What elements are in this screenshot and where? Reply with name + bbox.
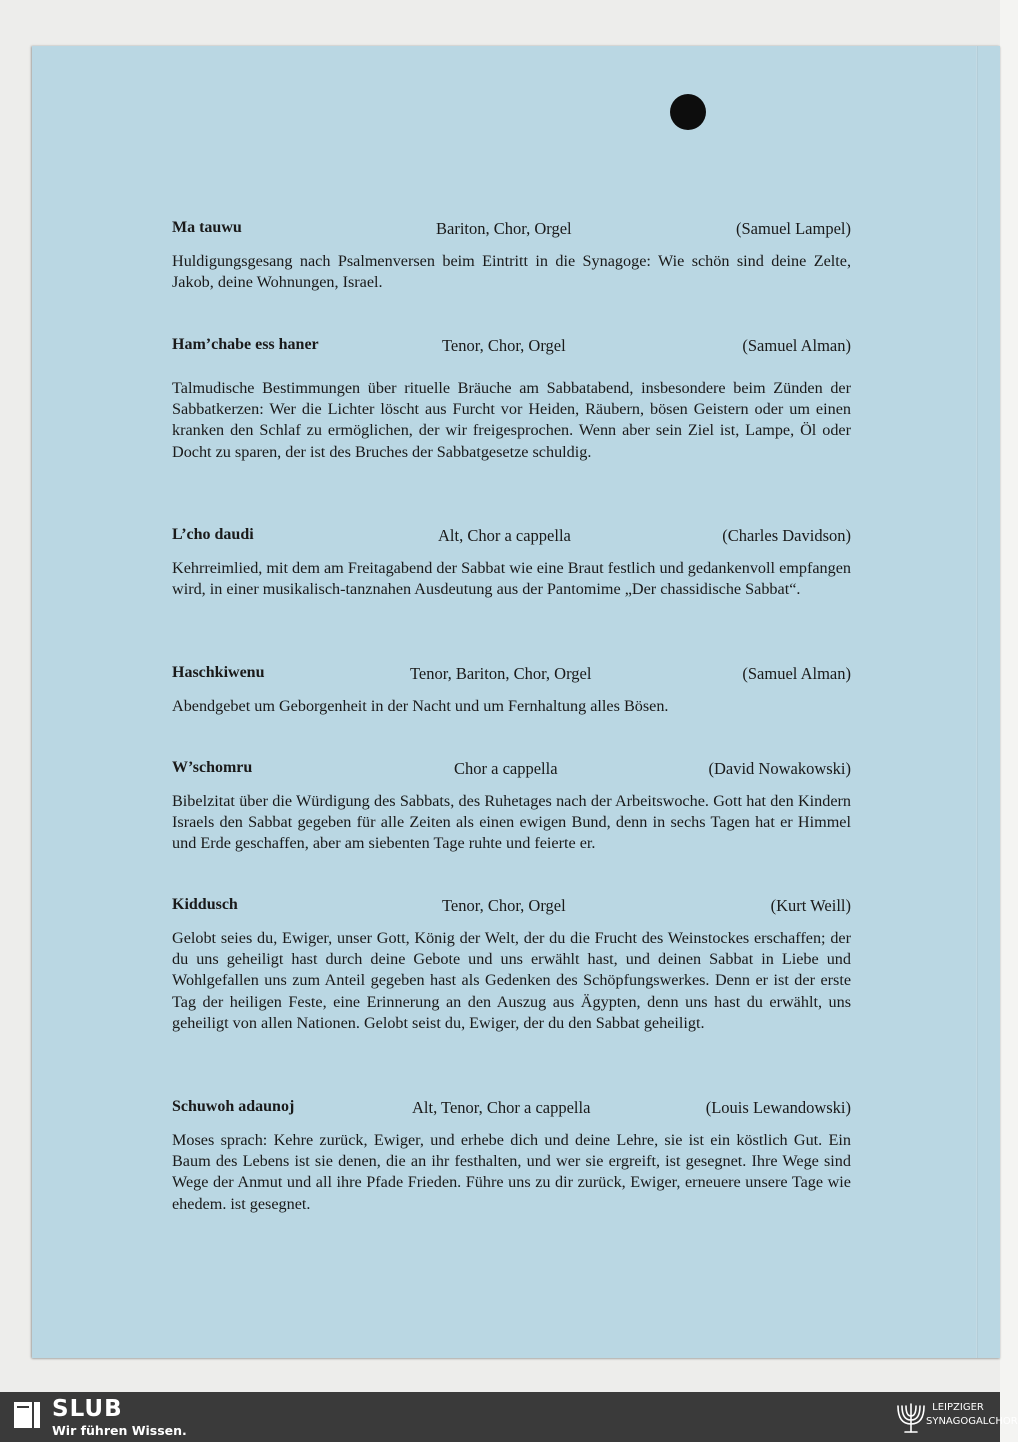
menorah-icon: [896, 1398, 926, 1436]
piece-title: Kiddusch: [172, 896, 238, 913]
program-entry: [172, 219, 851, 293]
piece-voices: Bariton, Chor, Orgel: [436, 219, 572, 238]
entry-header: [172, 336, 851, 360]
piece-composer: (Charles Davidson): [722, 526, 851, 545]
library-tagline: Wir führen Wissen.: [52, 1423, 187, 1438]
book-icon: [12, 1400, 42, 1430]
piece-voices: Chor a cappella: [454, 759, 558, 778]
piece-composer: (Samuel Alman): [742, 664, 851, 683]
piece-title: W’schomru: [172, 759, 253, 776]
program-entry: [172, 1098, 851, 1215]
piece-description: Gelobt seies du, Ewiger, unser Gott, König der Welt, der du die Frucht des Weinstockes erschaffen; der du uns geheiligt hast durch deine Gebote und uns erwählt hast, und deinen Sabbat in Liebe und Wohlgefallen uns zum Anteil gegeben hast als Gedenken des Schöpfungswerkes. Denn er ist der erste Tag der heiligen Feste, eine Erinnerung an den Auszug aus Ägypten, denn uns hast du erwählt, uns geheiligt von allen Nationen. Gelobt seist du, Ewiger, der du den Sabbat geheiligt.: [172, 929, 851, 1032]
piece-description: Moses sprach: Kehre zurück, Ewiger, und erhebe dich und deine Lehre, sie ist ein köstlich Gut. Ein Baum des Lebens ist sie denen, die an ihr festhalten, und wer sie ergreift, ist gesegnet. Ihre Wege sind Wege der Anmut und all ihre Pfade Frieden. Führe uns zu dir zurück, Ewiger, erneuere unsere Tage wie ehedem. ist gesegnet.: [172, 1131, 851, 1213]
piece-voices: Alt, Chor a cappella: [438, 526, 571, 545]
piece-title: Haschkiwenu: [172, 664, 265, 681]
program-sheet: [32, 46, 1000, 1358]
piece-voices: Alt, Tenor, Chor a cappella: [412, 1098, 591, 1117]
choir-name-line2: SYNAGOGALCHOR: [926, 1416, 1018, 1427]
piece-composer: (Samuel Alman): [742, 336, 851, 355]
choir-name-line1: LEIPZIGER: [932, 1402, 984, 1413]
piece-description: Abendgebet um Geborgenheit in der Nacht und um Fernhaltung alles Bösen.: [172, 697, 669, 715]
program-entry: [172, 896, 851, 1034]
punch-hole: [670, 94, 706, 130]
piece-description: Bibelzitat über die Würdigung des Sabbats, des Ruhetages nach der Arbeitswoche. Gott hat den Kindern Israels den Sabbat gegeben für alle Zeiten als einen ewigen Bund, denn in sechs Tagen hat er Himmel und Erde geschaffen, aber am siebenten Tage ruhte und feierte er.: [172, 792, 851, 853]
piece-composer: (David Nowakowski): [708, 759, 851, 778]
piece-voices: Tenor, Chor, Orgel: [442, 336, 566, 355]
piece-description: Huldigungsgesang nach Psalmenversen beim Eintritt in die Synagoge: Wie schön sind deine Zelte, Jakob, deine Wohnungen, Israel.: [172, 252, 851, 292]
piece-title: Ham’chabe ess haner: [172, 336, 319, 353]
entry-header: [172, 664, 851, 688]
piece-composer: (Samuel Lampel): [735, 219, 851, 238]
footer-bar: [0, 1392, 1018, 1442]
piece-title: L’cho daudi: [172, 526, 254, 543]
program-entry: [172, 336, 851, 463]
entry-header: [172, 1098, 851, 1122]
piece-voices: Tenor, Bariton, Chor, Orgel: [410, 664, 592, 683]
piece-composer: (Kurt Weill): [770, 896, 851, 915]
piece-description: Kehrreimlied, mit dem am Freitagabend der Sabbat wie eine Braut festlich und gedankenvoll empfangen wird, in einer musikalisch-tanznahen Ausdeutung aus der Pantomime „Der chassidische Sabbat“.: [172, 559, 851, 599]
piece-description: Talmudische Bestimmungen über rituelle Bräuche am Sabbatabend, insbesondere beim Zünden der Sabbatkerzen: Wer die Lichter löscht aus Furcht vor Heiden, Räubern, bösen Geistern oder um einen kranken den Schlaf zu ermöglichen, der wir freigesprochen. Wenn aber sein Ziel ist, Lampe, Öl oder Docht zu sparen, der ist des Bruches der Sabbatgesetze schuldig.: [172, 379, 851, 461]
entry-header: [172, 896, 851, 920]
piece-voices: Tenor, Chor, Orgel: [442, 896, 566, 915]
piece-title: Ma tauwu: [172, 219, 242, 236]
entry-header: [172, 526, 851, 550]
entry-header: [172, 219, 851, 243]
paper-fold: [976, 46, 978, 1358]
library-name: SLUB: [52, 1396, 123, 1422]
program-entry: [172, 526, 851, 600]
piece-title: Schuwoh adaunoj: [172, 1098, 295, 1115]
piece-composer: (Louis Lewandowski): [705, 1098, 851, 1117]
choir-name: [926, 1401, 1018, 1429]
program-entry: [172, 759, 851, 855]
entry-header: [172, 759, 851, 783]
program-entry: [172, 664, 851, 717]
